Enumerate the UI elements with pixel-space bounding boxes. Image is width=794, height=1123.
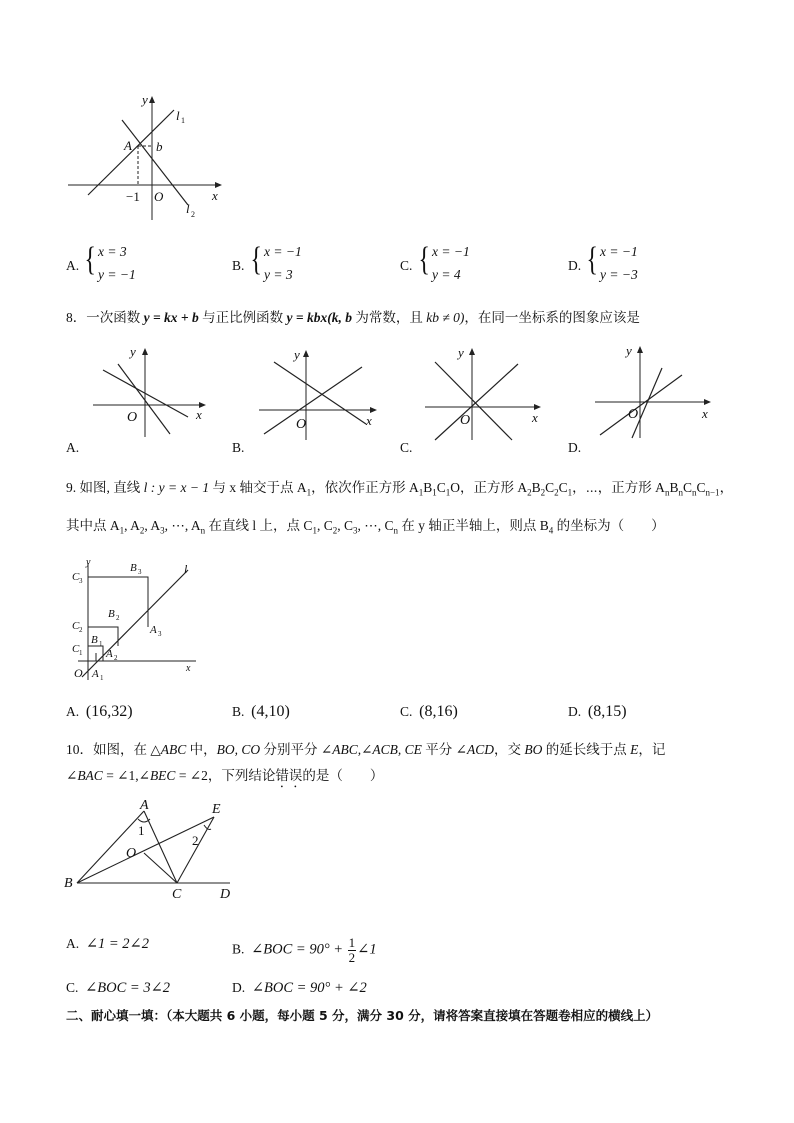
q9-c1-sub: 1 [79,649,83,657]
q9-l2-s6: 2 [332,525,338,536]
q7-b-label: b [156,139,163,154]
q9-l2-b: , A [124,518,140,533]
q10-l2-b: BAC [77,768,103,783]
q10-option-c[interactable] [66,980,170,997]
q10-b-label: B [64,876,73,891]
q9-l1-b: 与 x 轴交于点 A [209,480,307,495]
q9-a3-label: A [150,624,157,636]
q8-d-y-label: y [626,343,632,358]
q9-l2-h: , ⋯, C [357,518,394,533]
q9-c2-label: C [72,620,80,632]
q10-l2-a: ∠ [66,768,78,783]
q7-option-a-label[interactable]: A. [66,258,80,273]
q9-b3-label: B [130,562,137,574]
q10-l1-j: ，交 [493,742,525,757]
q10-option-a[interactable] [66,936,149,953]
q9-a1-label: A [92,668,99,680]
q10-l2-h: 的是（ ） [302,768,384,783]
q10-l1-g: ACB, CE [372,742,422,757]
q9-a1-sub: 1 [100,674,104,682]
q10-option-d[interactable] [232,980,367,997]
q9-l1-sub-j: n [691,487,697,498]
q9-l1-f: O，正方形 A [450,480,528,495]
q9-l2-d: , ⋯, A [164,518,201,533]
q10-figure [62,795,242,910]
q7-figure [60,90,230,230]
q9-l1-sub-e: 2 [540,487,546,498]
q9-option-c-value: (8,16) [419,703,458,720]
q8-figure-d[interactable] [590,340,720,440]
q10-option-c-value: ∠BOC = 3∠2 [85,980,170,996]
q9-c3-label: C [72,571,80,583]
q9-l1-l: C [682,480,692,495]
q7-l1-label: l [176,108,180,123]
q8-eq1: y = kx + b [143,310,199,325]
q9-l1-a: 9. 如图, 直线 [66,480,144,495]
q10-l1-k: BO [524,742,543,757]
q10-option-d-value: ∠BOC = 90° + ∠2 [251,980,367,996]
q9-y-label: y [86,557,91,568]
q8-option-c-label[interactable]: C. [400,440,413,455]
q8-question-text [66,306,640,326]
q9-option-a-value: (16,32) [85,703,133,720]
q9-l1-sub-g: 1 [567,487,573,498]
q9-l1-sub: 1 [306,487,312,498]
q9-l1-sub-f: 2 [554,487,559,498]
q8-option-d-label[interactable]: D. [568,440,582,455]
q10-l1-b: 中， [186,742,217,757]
q9-l1-sub-b: 1 [432,487,437,498]
q9-l2-f: , C [316,518,333,533]
q8-a-y-label: y [130,344,136,359]
q10-l1-l: 的延长线于点 [542,742,631,757]
q9-option-b-label: B. [232,704,245,719]
q10-l1-h: 平分 ∠ [421,742,467,757]
q9-c2-sub: 2 [79,626,83,634]
q9-l2-s8: n [393,525,398,536]
q10-l1-d: 分别平分 ∠ [260,742,333,757]
q8-eq2: y = kbx(k, b [286,310,352,325]
q8-b-x-label: x [366,413,372,428]
q9-l1-e: C [436,480,446,495]
q10-l1-abc: ABC [160,742,187,757]
q9-c1-label: C [72,643,80,655]
q8-figure-b[interactable] [254,342,384,442]
q10-line2 [66,764,383,791]
q9-l1-sub-c: 1 [445,487,451,498]
q9-a2-label: A [106,648,113,660]
q9-l1-g: B [531,480,541,495]
q9-b3-sub: 3 [138,568,142,576]
q8-eq3: kb ≠ 0) [426,310,465,325]
q8-option-a-label[interactable]: A. [66,440,80,455]
q10-c-label: C [172,887,182,902]
q9-l2-s5: 1 [312,525,317,536]
q9-b2-sub: 2 [116,614,120,622]
q9-l2-s2: 2 [139,525,145,536]
q8-text-c: 为常数，且 [351,310,427,325]
q9-l2-a: 其中点 A [66,518,120,533]
q10-l2-g-emphasis: 错误 [275,768,303,783]
q9-l2-c: , A [144,518,161,533]
q10-option-b-den: 2 [348,950,356,965]
q10-option-b[interactable] [232,936,377,965]
q10-l2-c: = ∠1,∠ [102,768,150,783]
q10-option-a-label: A. [66,936,80,951]
q10-option-a-value: ∠1 = 2∠2 [85,936,149,952]
q9-l2-s9: 4 [548,525,554,536]
q9-l2-s4: n [200,525,206,536]
q8-d-origin: O [628,407,639,422]
q10-option-b-label: B. [232,941,245,957]
q8-text-d: ，在同一坐标系的图象应该是 [464,310,640,325]
q7-l2-label: l [186,201,190,216]
q8-a-x-label: x [196,407,202,422]
q10-o-label: O [126,846,137,861]
q10-d-label: D [220,887,231,902]
q9-l2-e: 在直线 l 上，点 C [205,518,313,533]
q10-option-c-label: C. [66,980,79,995]
section2-heading: 二、耐心填一填：（本大题共 6 小题，每小题 5 分，满分 30 分，请将答案直接填在答题卷相应的横线上） [66,1008,659,1023]
q9-l1-sub-d: 2 [527,487,532,498]
q7-option-a-eq1: x = 3 [98,244,127,259]
q7-option-c-eq1: x = −1 [432,244,470,259]
q9-option-d-value: (8,15) [587,703,627,720]
q9-l2-j: 的坐标为（ ） [553,518,665,533]
q7-option-b-label[interactable]: B. [232,258,245,273]
q7-option-b-eq1: x = −1 [264,244,302,259]
q8-c-origin: O [460,413,471,428]
q9-l1-sub-h: n [664,487,670,498]
q10-option-d-label: D. [232,980,246,995]
q7-y-label: y [142,92,148,107]
q9-l2-g: , C [337,518,353,533]
q9-l-label: l [184,562,188,576]
q10-l2-e: = ∠2 [175,768,208,783]
q9-option-d-label: D. [568,704,582,719]
q9-l1-eq: l : y = x − 1 [143,480,210,495]
q10-l1-m: E [630,742,639,757]
q9-c3-sub: 3 [79,577,83,585]
q8-b-origin: O [296,417,307,432]
q10-l1-e: ABC, [332,742,362,757]
q10-line1 [66,738,665,758]
q10-option-b-value-a: ∠BOC = 90° + [251,941,347,958]
q7-option-d-label[interactable]: D. [568,258,582,273]
q7-x-label: x [212,188,218,203]
q9-l1-sub-i: n [678,487,683,498]
q7-point-a-label: A [124,138,132,153]
q9-l1-c: ，依次作正方形 A [311,480,419,495]
q10-option-b-num: 1 [348,935,356,950]
q10-l1-f: ∠ [361,742,373,757]
q9-line2 [66,514,665,536]
q10-option-b-value-b: ∠1 [357,941,377,958]
q7-option-d-eq2: y = −3 [600,267,638,282]
q8-c-y-label: y [458,345,464,360]
q10-l1-n: ，记 [638,742,666,757]
q9-option-b[interactable] [232,703,290,721]
q9-l2-s3: 3 [160,525,165,536]
q7-option-c-eq2: y = 4 [432,267,461,282]
q9-l1-d: B [423,480,433,495]
q10-l2-d: BEC [149,768,176,783]
q9-l2-s1: 1 [119,525,125,536]
q10-a-label: A [140,798,149,813]
q10-l2-f: ，下列结论 [207,768,276,783]
q9-l1-i: C [558,480,568,495]
q10-angle1-label: 1 [138,823,145,838]
q9-option-b-value: (4,10) [251,703,290,720]
q10-angle2-label: 2 [192,833,199,848]
q8-option-b-label[interactable]: B. [232,440,245,455]
q9-l1-end: ， [719,480,734,495]
q9-origin-label: O [74,666,83,680]
q7-option-c-label[interactable]: C. [400,258,413,273]
q7-option-a-eq2: y = −1 [98,267,136,282]
q7-neg1-label: −1 [126,189,140,204]
q9-a3-sub: 3 [158,630,162,638]
q9-l1-h: C [545,480,555,495]
q8-figure-c[interactable] [420,342,550,442]
q7-l2-sub: 2 [191,210,195,219]
q8-d-x-label: x [702,406,708,421]
q9-l1-sub-k: n−1 [705,487,720,498]
q9-option-c[interactable] [400,703,458,721]
q8-text-a: 8．一次函数 [66,310,144,325]
q7-option-b-eq2: y = 3 [264,267,293,282]
q10-l1-i: ACD [466,742,494,757]
q10-l1-a: 10．如图，在 △ [66,742,161,757]
q9-a2-sub: 2 [114,654,118,662]
q8-b-y-label: y [294,347,300,362]
q9-l1-sub-a: 1 [418,487,424,498]
q9-l1-j: ，⋯，正方形 A [572,480,665,495]
q7-option-d-eq1: x = −1 [600,244,638,259]
q9-b2-label: B [108,608,115,620]
q9-option-c-label: C. [400,704,413,719]
q8-c-x-label: x [532,410,538,425]
q9-b1-label: B [91,634,98,646]
q10-option-b-fraction [348,936,357,965]
q9-option-a-label: A. [66,704,80,719]
q9-b1-sub: 1 [99,640,103,648]
q7-origin-label: O [154,189,164,204]
q10-e-label: E [212,802,221,817]
q9-l1-k: B [669,480,679,495]
q9-figure [66,555,206,685]
q9-x-label: x [186,663,191,674]
q8-text-b: 与正比例函数 [198,310,287,325]
q8-figure-a[interactable] [88,342,213,442]
q9-option-a[interactable] [66,703,133,721]
q9-l1-m: C [696,480,706,495]
q9-option-d[interactable] [568,703,627,721]
q9-l2-s7: 3 [352,525,358,536]
q9-line1 [66,476,733,498]
q7-l1-sub: 1 [181,116,185,125]
q10-l1-c: BO, CO [216,742,261,757]
q9-l2-i: 在 y 轴正半轴上，则点 B [397,518,549,533]
q8-a-origin: O [127,410,138,425]
